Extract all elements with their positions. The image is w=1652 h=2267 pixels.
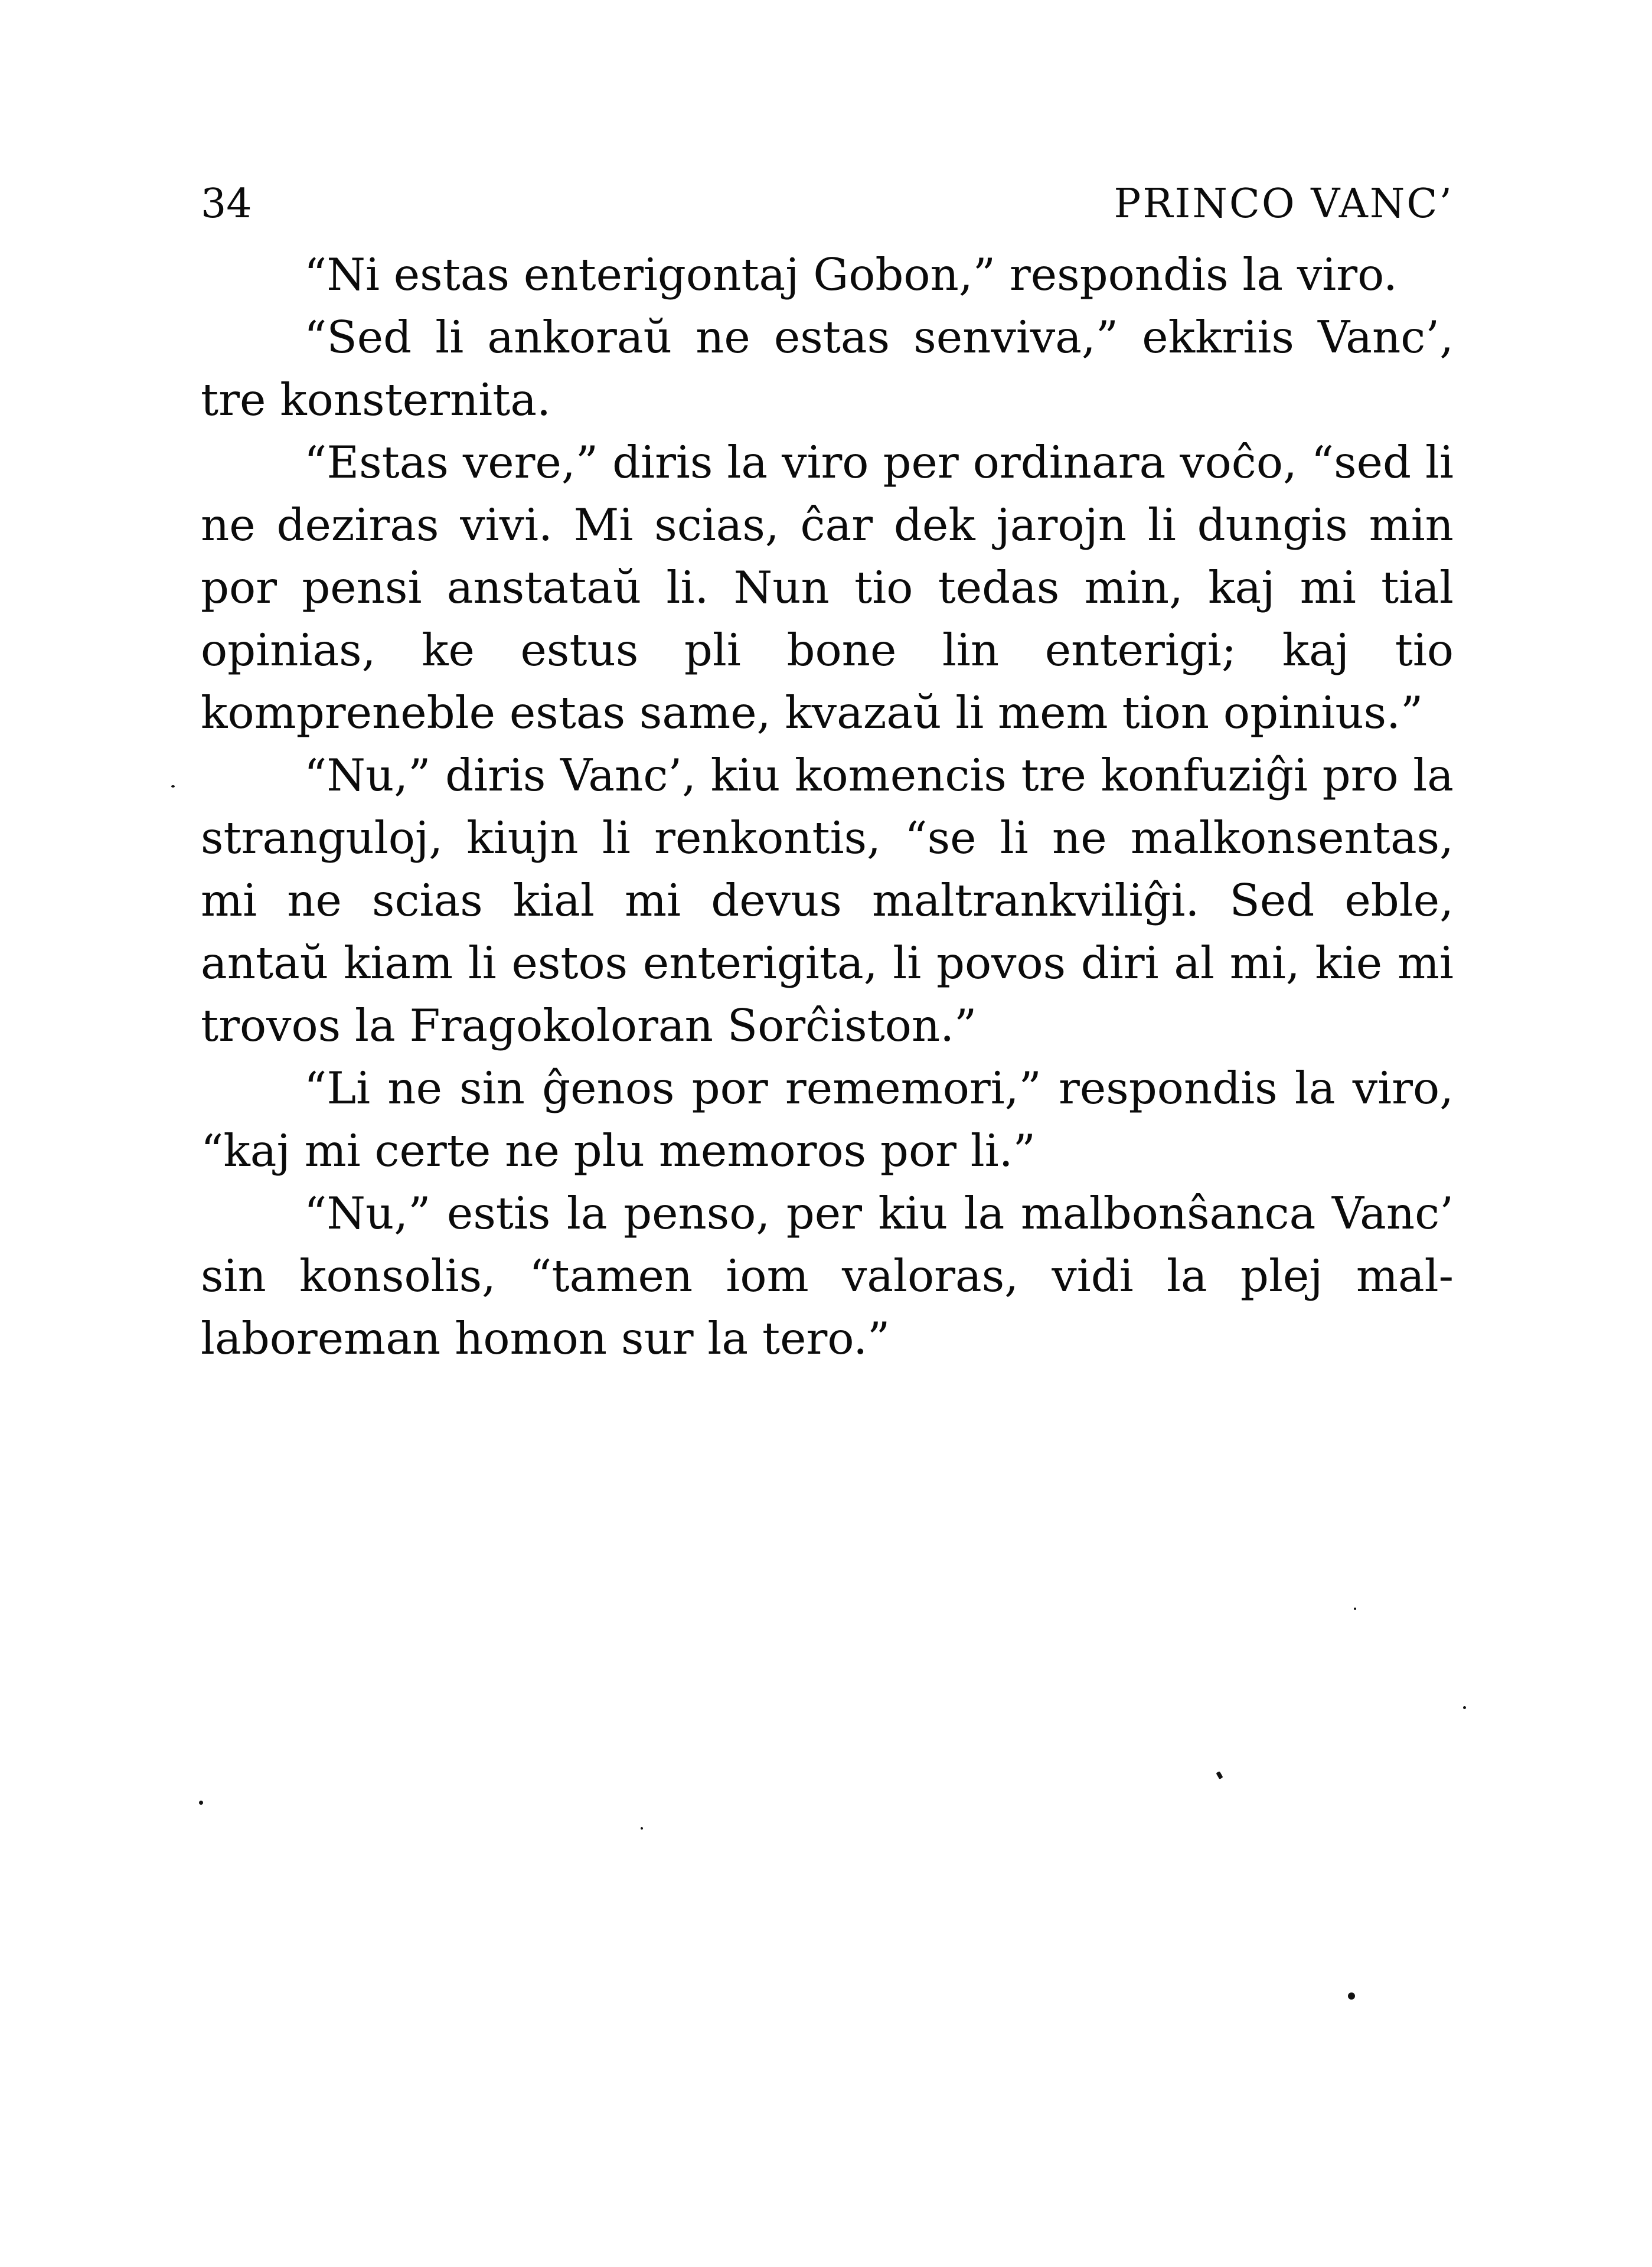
scan-speck — [199, 1801, 203, 1805]
page-header — [201, 175, 1454, 234]
paragraph: “Nu,” estis la penso, per kiu la malbonŝanca Vanc’ sin konsolis, “tamen iom valoras, vidi la plej mal-laboreman homon sur la tero.” — [201, 1187, 1454, 1364]
paragraph: “Ni estas enterigontaj Gobon,” respondis la viro. — [304, 249, 1398, 300]
paragraph: “Sed li ankoraŭ ne estas senviva,” ekkriis Vanc’, tre konsternita. — [201, 311, 1454, 426]
body-text — [201, 243, 1454, 1370]
scan-speck — [1216, 1771, 1223, 1779]
scan-speck — [1348, 1992, 1355, 2000]
page-number: 34 — [201, 181, 252, 227]
scan-speck — [171, 785, 175, 788]
scan-speck — [1354, 1608, 1356, 1610]
paragraph: “Li ne sin ĝenos por rememori,” respondis la viro, “kaj mi certe ne plu memoros por li.” — [201, 1062, 1454, 1177]
scan-speck — [641, 1827, 643, 1830]
paragraph: “Nu,” diris Vanc’, kiu komencis tre konfuziĝi pro la stranguloj, kiujn li renkontis, “se li ne malkonsentas, mi ne scias kial mi devus maltrankviliĝi. Sed eble, antaŭ kiam li estos enterigita, li povos diri al mi, kie mi trovos la Fragokoloran Sorĉiston.” — [201, 749, 1454, 1051]
scan-speck — [1463, 1706, 1466, 1709]
running-title: PRINCO VANC’ — [1114, 181, 1454, 227]
paragraph: “Estas vere,” diris la viro per ordinara voĉo, “sed li ne deziras vivi. Mi scias, ĉar dek jarojn li dungis min por pensi anstataŭ li. Nun tio tedas min, kaj mi tial opinias, ke estus pli bone lin enterigi; kaj tio kompreneble estas same, kvazaŭ li mem tion opinius.” — [201, 436, 1454, 739]
